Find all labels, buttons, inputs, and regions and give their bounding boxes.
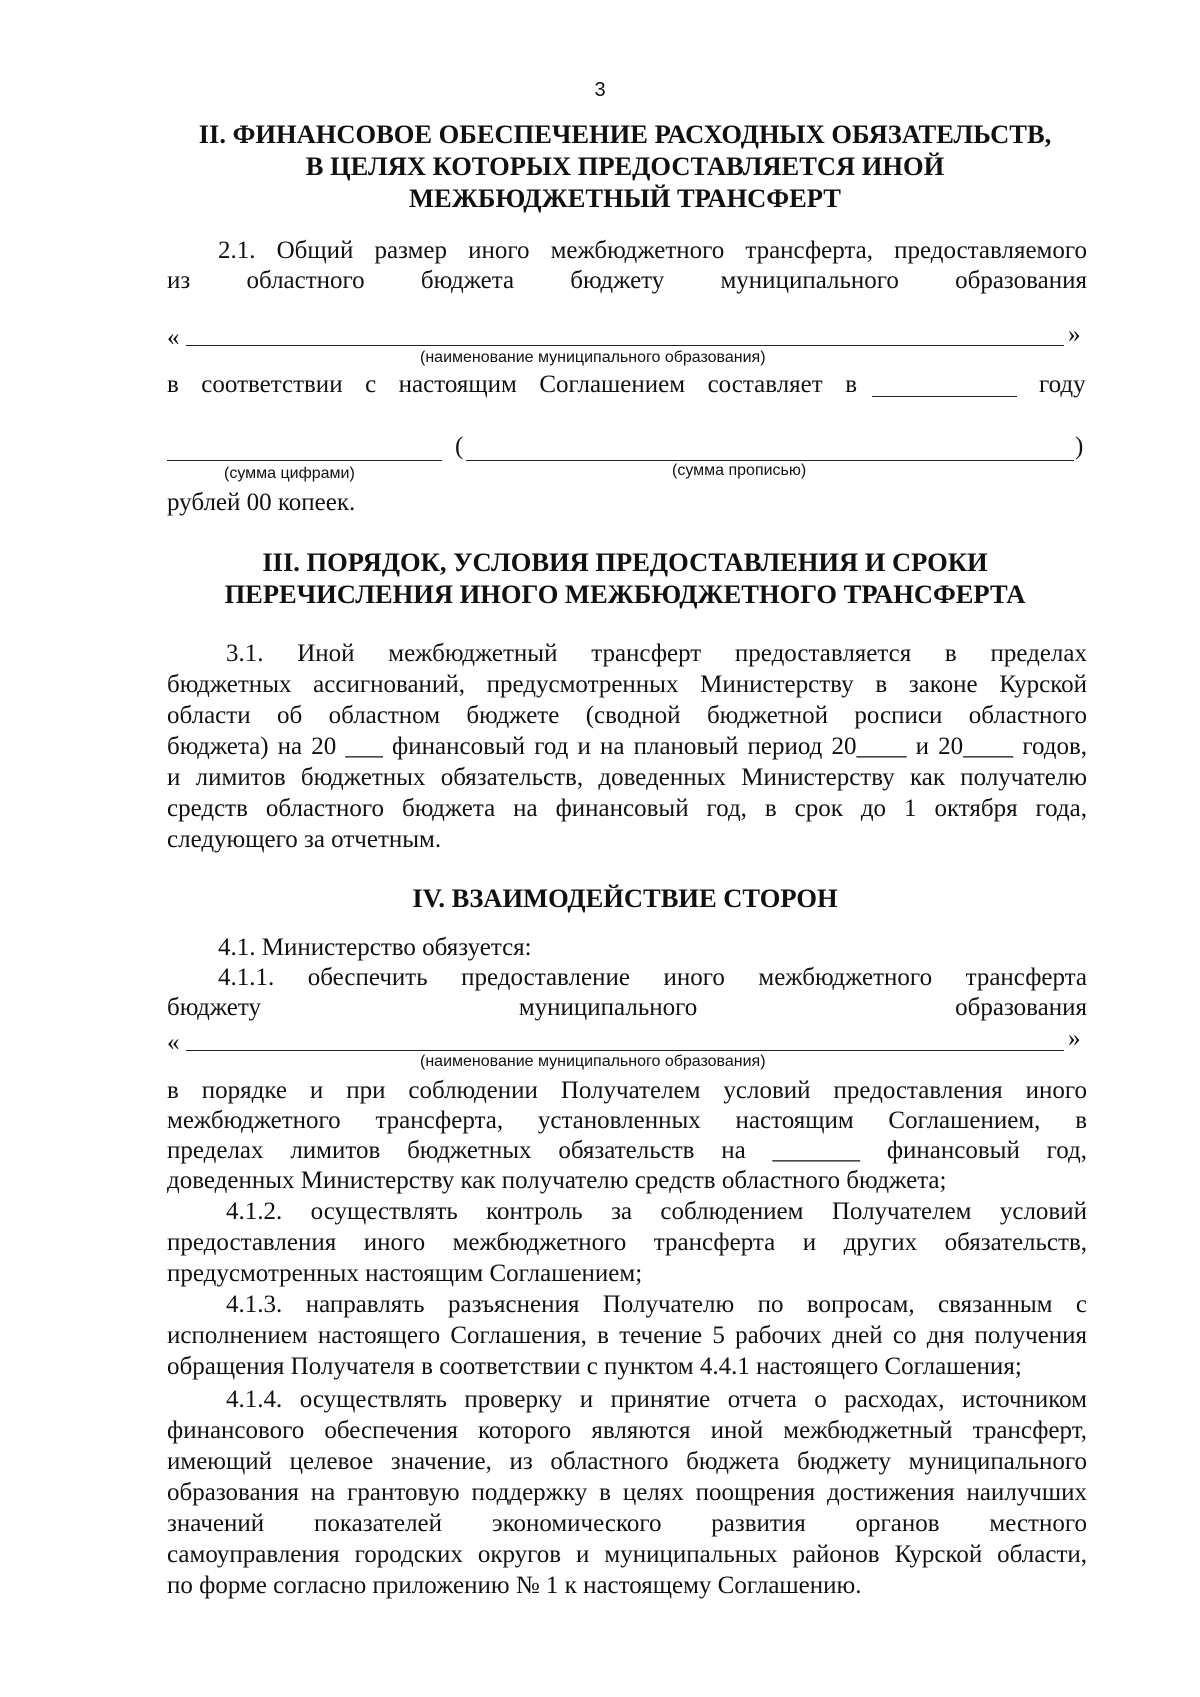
section-3-heading-line-1: III. ПОРЯДОК, УСЛОВИЯ ПРЕДОСТАВЛЕНИЯ И СРОКИ	[262, 547, 988, 577]
paragraph-4-1-1-line-2	[167, 993, 1087, 1023]
year-word: году	[1039, 371, 1086, 398]
open-paren: (	[455, 433, 464, 460]
paragraph-3-1-line: следующего за отчетным.	[167, 826, 442, 853]
paragraph-4-1-2-line: предоставления иного межбюджетного трансферта и других обязательств,	[167, 1229, 1087, 1256]
municipality-name-caption: (наименование муниципального образования)	[420, 1053, 766, 1070]
word: бюджету	[167, 994, 261, 1021]
paragraph-3-1-line: области об областном бюджете (сводной бюджетной росписи областного	[167, 702, 1087, 729]
municipality-name-blank	[186, 1050, 1064, 1051]
close-paren: )	[1075, 433, 1084, 460]
sum-digits-caption: (сумма цифрами)	[224, 465, 355, 482]
sum-digits-blank	[167, 460, 442, 461]
paragraph-2-1-line-3-text: в соответствии с настоящим Соглашением составляет в	[167, 371, 857, 398]
paragraph-4-1-1-line: доведенных Министерству как получателю средств областного бюджета;	[167, 1167, 947, 1194]
section-2-heading-line-2: В ЦЕЛЯХ КОТОРЫХ ПРЕДОСТАВЛЯЕТСЯ ИНОЙ	[305, 151, 945, 181]
word: из	[167, 267, 191, 294]
paragraph-4-1-2-line: предусмотренных настоящим Соглашением;	[167, 1260, 643, 1287]
paragraph-2-1-line-1: 2.1. Общий размер иного межбюджетного трансферта, предоставляемого	[218, 237, 1087, 264]
paragraph-3-1-line: средств областного бюджета на финансовый год, в срок до 1 октября года,	[167, 795, 1087, 822]
paragraph-4-1-3-line: 4.1.3. направлять разъяснения Получателю по вопросам, связанным с	[226, 1291, 1087, 1318]
paragraph-4-1-4-line: самоуправления городских округов и муниципальных районов Курской области,	[167, 1541, 1087, 1568]
paragraph-4-1: 4.1. Министерство обязуется:	[218, 934, 532, 961]
paragraph-4-1-3-line: исполнением настоящего Соглашения, в течение 5 рабочих дней со дня получения	[167, 1322, 1087, 1349]
paragraph-4-1-2-line: 4.1.2. осуществлять контроль за соблюдением Получателем условий	[226, 1198, 1087, 1225]
paragraph-3-1-line: 3.1. Иной межбюджетный трансферт предоставляется в пределах	[226, 640, 1087, 667]
word: образования	[955, 267, 1087, 294]
section-3-heading-line-2: ПЕРЕЧИСЛЕНИЯ ИНОГО МЕЖБЮДЖЕТНОГО ТРАНСФЕРТА	[224, 579, 1026, 609]
paragraph-4-1-4-line: значений показателей экономического развития органов местного	[167, 1510, 1087, 1537]
paragraph-3-1-line: бюджета) на 20 ___ финансовый год и на плановый период 20____ и 20____ годов,	[167, 733, 1087, 760]
municipality-name-caption: (наименование муниципального образования)	[420, 349, 766, 366]
paragraph-4-1-4-line: финансового обеспечения которого являются иной межбюджетный трансферт,	[167, 1417, 1087, 1444]
paragraph-2-1-line-3	[167, 370, 857, 400]
paragraph-4-1-1-line-1: 4.1.1. обеспечить предоставление иного межбюджетного трансферта	[218, 964, 1087, 991]
paragraph-4-1-4-line: имеющий целевое значение, из областного бюджета бюджету муниципального	[167, 1448, 1087, 1475]
open-quote: «	[167, 1029, 180, 1056]
paragraph-3-1-line: бюджетных ассигнований, предусмотренных Министерству в законе Курской	[167, 671, 1087, 698]
page-number: 3	[594, 79, 606, 101]
word: бюджету	[570, 267, 665, 294]
paragraph-4-1-1-line: в порядке и при соблюдении Получателем условий предоставления иного	[167, 1077, 1087, 1104]
paragraph-4-1-4-line: по форме согласно приложению № 1 к настоящему Соглашению.	[167, 1572, 862, 1599]
close-quote: »	[1068, 1025, 1081, 1052]
section-4-heading: IV. ВЗАИМОДЕЙСТВИЕ СТОРОН	[412, 883, 838, 913]
sum-words-blank	[466, 460, 1074, 461]
section-2-heading-line-1: II. ФИНАНСОВОЕ ОБЕСПЕЧЕНИЕ РАСХОДНЫХ ОБЯЗАТЕЛЬСТВ,	[198, 119, 1052, 149]
paragraph-4-1-4-line: 4.1.4. осуществлять проверку и принятие отчета о расходах, источником	[226, 1386, 1087, 1413]
section-2-heading-line-3: МЕЖБЮДЖЕТНЫЙ ТРАНСФЕРТ	[409, 183, 841, 213]
municipality-name-blank	[186, 345, 1064, 346]
year-blank	[872, 396, 1017, 397]
paragraph-4-1-4-line: образования на грантовую поддержку в целях поощрения достижения наилучших	[167, 1479, 1087, 1506]
paragraph-4-1-1-line: пределах лимитов бюджетных обязательств на _______ финансовый год,	[167, 1137, 1087, 1164]
paragraph-2-1-line-5: рублей 00 копеек.	[167, 489, 356, 516]
paragraph-4-1-3-line: обращения Получателя в соответствии с пунктом 4.4.1 настоящего Соглашения;	[167, 1353, 1022, 1380]
word: муниципального	[518, 994, 698, 1021]
close-quote: »	[1068, 321, 1081, 348]
word: образования	[955, 994, 1087, 1021]
word: муниципального	[720, 267, 899, 294]
paragraph-4-1-1-line: межбюджетного трансферта, установленных настоящим Соглашением, в	[167, 1107, 1087, 1134]
word: областного	[246, 267, 365, 294]
sum-words-caption: (сумма прописью)	[672, 462, 807, 479]
paragraph-2-1-line-2	[167, 266, 1087, 296]
open-quote: «	[167, 324, 180, 351]
word: бюджета	[420, 267, 515, 294]
paragraph-3-1-line: и лимитов бюджетных обязательств, доведенных Министерству как получателю	[167, 764, 1087, 791]
